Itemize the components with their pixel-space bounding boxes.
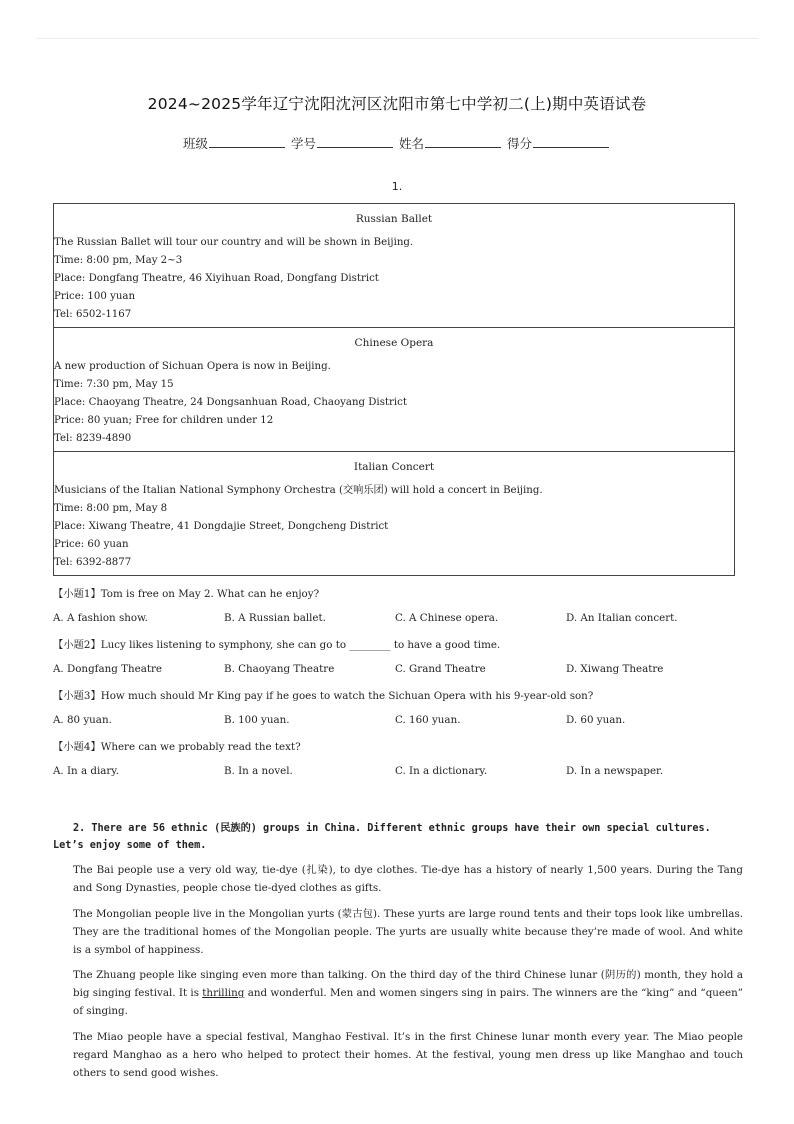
paragraph-text: The Mongolian people live in the Mongolian yurts (蒙古包). These yurts are large round tents and their tops look like umbrellas. They are the traditional homes of the Mongolian people. The yurts are usually white because they’re made of wool. And white is a symbol of happiness. [73,908,743,956]
event-line: Time: 8:00 pm, May 2~3 [54,255,183,266]
option-b[interactable]: B. A Russian ballet. [224,612,326,624]
subquestion-3 [53,688,743,726]
event-line: Musicians of the Italian National Symphony Orchestra (交响乐团) will hold a concert in Beijing. [54,485,543,496]
field-number-blank[interactable] [317,135,393,148]
subquestion-1 [53,586,743,624]
passage-paragraph [53,966,743,1020]
option-d[interactable]: D. In a newspaper. [566,765,664,777]
event-line: Place: Xiwang Theatre, 41 Dongdajie Street, Dongcheng District [54,521,389,532]
option-c[interactable]: C. A Chinese opera. [395,612,499,624]
event-title: Italian Concert [353,461,435,473]
event-line: Price: 80 yuan; Free for children under 12 [54,415,274,426]
option-list [53,714,743,726]
field-score-blank[interactable] [533,135,609,148]
field-number-label: 学号 [290,136,316,151]
passage-paragraph [53,1028,743,1082]
event-row-opera [54,328,735,452]
subquestion-2 [53,637,743,675]
student-info-line [0,134,794,152]
event-cell [54,328,735,452]
subquestion-text: 【小题4】Where can we probably read the text? [53,741,301,753]
event-line: Time: 7:30 pm, May 15 [54,379,174,390]
passage-paragraph [53,861,743,897]
option-a[interactable]: A. Dongfang Theatre [53,663,162,675]
field-name-blank[interactable] [425,135,501,148]
subquestion-text: 【小题2】Lucy likes listening to symphony, she can go to ________ to have a good time. [53,639,501,651]
field-name-label: 姓名 [398,136,424,151]
question-2-heading-line1: 2. There are 56 ethnic (民族的) groups in China. Different ethnic groups have their own special cultures. [73,823,711,834]
option-b[interactable]: B. Chaoyang Theatre [224,663,335,675]
page-top-divider [36,38,758,39]
event-line: A new production of Sichuan Opera is now in Beijing. [54,361,331,372]
passage-paragraph [53,905,743,959]
event-row-ballet [54,204,735,328]
subquestion-text: 【小题3】How much should Mr King pay if he goes to watch the Sichuan Opera with his 9-year-old son? [53,690,594,702]
option-c[interactable]: C. Grand Theatre [395,663,486,675]
paragraph-text: The Miao people have a special festival, Manghao Festival. It’s in the first Chinese lunar month every year. The Miao people regard Manghao as a hero who helped to protect their homes. At the festival, young men dress up like Manghao and touch others to send good wishes. [73,1031,743,1079]
event-title: Russian Ballet [355,213,433,225]
event-line: Place: Dongfang Theatre, 46 Xiyihuan Road, Dongfang District [54,273,379,284]
event-row-concert [54,452,735,576]
paragraph-text-after: and wonderful. Men and women singers sing in pairs. The winners are the “king” and “queen” of singing. [73,987,743,1017]
event-line: Time: 8:00 pm, May 8 [54,503,168,514]
event-line: Tel: 6502-1167 [54,309,132,320]
events-table [53,203,735,576]
subquestion-4 [53,739,743,777]
field-class-blank[interactable] [209,135,285,148]
event-cell [54,452,735,576]
paragraph-text-before: The Zhuang people like singing even more than talking. On the third day of the third Chinese lunar (阴历的) month, they hold a big singing festival. It is [73,969,743,999]
option-a[interactable]: A. A fashion show. [53,612,148,624]
option-b[interactable]: B. 100 yuan. [224,714,290,726]
question-1-number: 1. [391,180,403,193]
field-score-label: 得分 [506,136,532,151]
option-b[interactable]: B. In a novel. [224,765,293,777]
option-c[interactable]: C. 160 yuan. [395,714,461,726]
option-d[interactable]: D. 60 yuan. [566,714,626,726]
option-d[interactable]: D. An Italian concert. [566,612,678,624]
event-line: Place: Chaoyang Theatre, 24 Dongsanhuan Road, Chaoyang District [54,397,407,408]
subquestion-text: 【小题1】Tom is free on May 2. What can he enjoy? [53,588,320,600]
option-list [53,663,743,675]
option-a[interactable]: A. 80 yuan. [53,714,112,726]
field-class-label: 班级 [182,136,208,151]
exam-title: 2024~2025学年辽宁沈阳沈河区沈阳市第七中学初二(上)期中英语试卷 [147,95,647,113]
underlined-word: thrilling [202,987,245,999]
event-line: Price: 100 yuan [54,291,136,302]
event-title: Chinese Opera [354,337,434,349]
event-cell [54,204,735,328]
option-c[interactable]: C. In a dictionary. [395,765,488,777]
paragraph-text: The Bai people use a very old way, tie-dye (扎染), to dye clothes. Tie-dye has a history of nearly 1,500 years. During the Tang and Song Dynasties, people chose tie-dyed clothes as gifts. [73,864,743,894]
question-2-heading [53,820,733,854]
event-line: Tel: 8239-4890 [54,433,132,444]
question-2-heading-line2: Let’s enjoy some of them. [53,840,207,851]
option-list [53,765,743,777]
option-list [53,612,743,624]
event-line: Price: 60 yuan [54,539,129,550]
event-line: Tel: 6392-8877 [54,557,132,568]
option-d[interactable]: D. Xiwang Theatre [566,663,664,675]
event-line: The Russian Ballet will tour our country and will be shown in Beijing. [54,237,414,248]
paragraph-text [53,966,743,1020]
option-a[interactable]: A. In a diary. [53,765,120,777]
